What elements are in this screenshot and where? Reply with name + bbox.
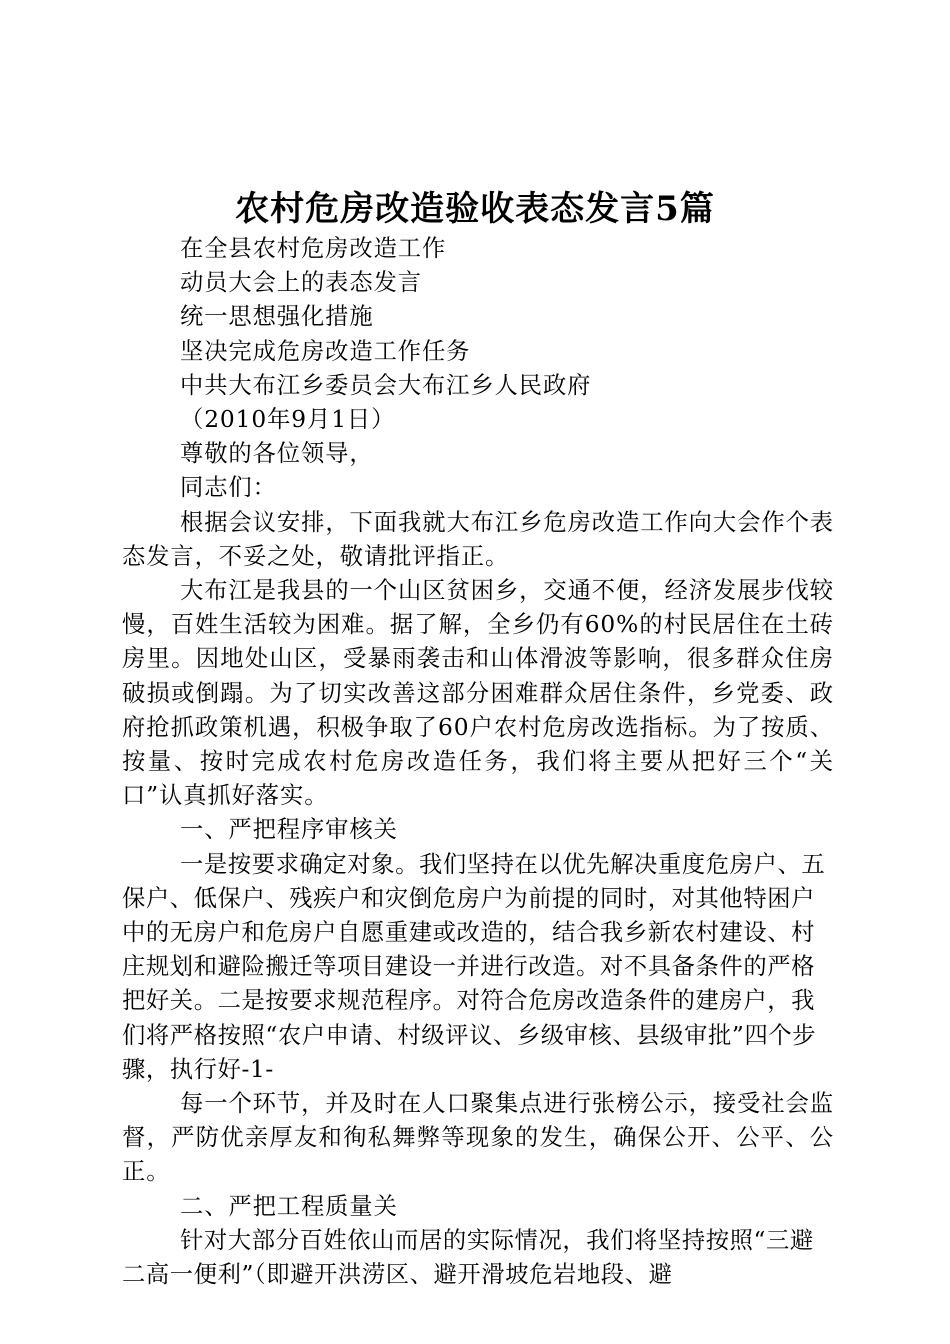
- salutation: 同志们：: [180, 474, 277, 502]
- document-title: 农村危房改造验收表态发言5篇: [235, 189, 715, 229]
- paragraph: 每一个环节，并及时在人口聚集点进行张榜公示，接受社会监督，严防优亲厚友和徇私舞弊等现象的发生，确保公开、公平、公正。: [122, 1090, 834, 1186]
- header-line: 坚决完成危房改造工作任务: [180, 337, 471, 365]
- section-heading: 一、严把程序审核关: [180, 816, 398, 844]
- header-line: 在全县农村危房改造工作: [180, 235, 447, 262]
- header-date: （2010年9月1日）: [180, 406, 396, 434]
- salutation: 尊敬的各位领导，: [180, 440, 374, 468]
- header-line: 中共大布江乡委员会大布江乡人民政府: [180, 371, 592, 399]
- paragraph: 针对大部分百姓依山而居的实际情况，我们将坚持按照“三避二高一便利”（即避开洪涝区、避开滑坡危岩地段、避: [122, 1226, 814, 1289]
- paragraph: 一是按要求确定对象。我们坚持在以优先解决重度危房户、五保户、低保户、残疾户和灾倒危房户为前提的同时，对其他特困户中的无房户和危房户自愿重建或改造的，结合我乡新农村建设、村庄规划和避险搬迁等项目建设一并进行改造。对不具备条件的严格把好关。二是按要求规范程序。对符合危房改造条件的建房户，我们将严格按照“农户申请、村级评议、乡级审核、县级审批”四个步骤，执行好-1-: [122, 850, 826, 1083]
- paragraph: 大布江是我县的一个山区贫困乡，交通不便，经济发展步伐较慢，百姓生活较为困难。据了解，全乡仍有60%的村民居住在土砖房里。因地处山区，受暴雨袭击和山体滑波等影响，很多群众住房破损或倒蹋。为了切实改善这部分困难群众居住条件，乡党委、政府抢抓政策机遇，积极争取了60户农村危房改选指标。为了按质、按量、按时完成农村危房改造任务，我们将主要从把好三个“关口”认真抓好落实。: [122, 577, 834, 810]
- header-line: 动员大会上的表态发言: [180, 269, 422, 297]
- header-line: 统一思想强化措施: [180, 303, 374, 331]
- document-body: [122, 232, 834, 1292]
- section-heading: 二、严把工程质量关: [180, 1192, 398, 1220]
- paragraph: 根据会议安排，下面我就大布江乡危房改造工作向大会作个表态发言，不妥之处，敬请批评指正。: [122, 508, 834, 570]
